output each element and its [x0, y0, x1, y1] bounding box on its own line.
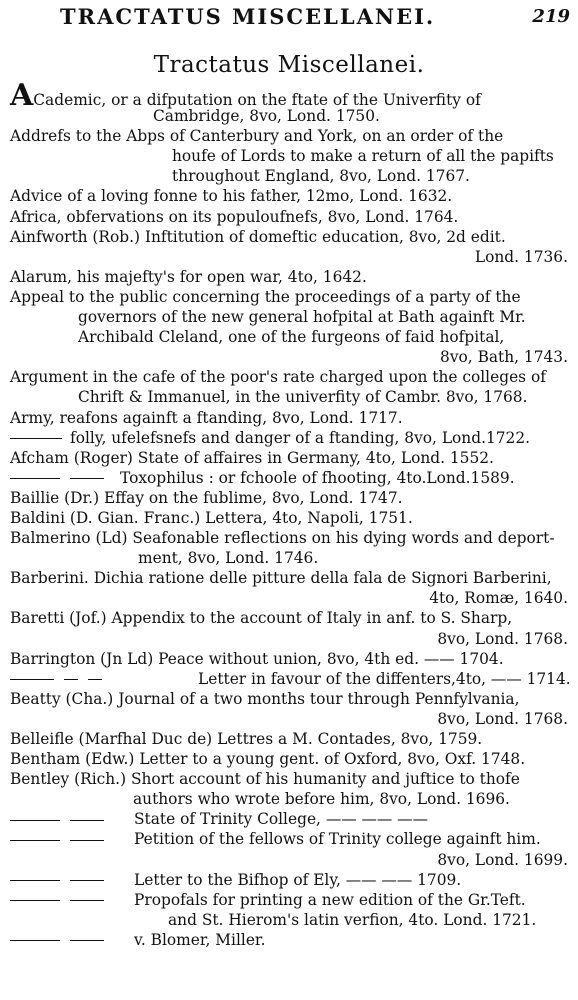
entry-text: throughout England, 8vo, Lond. 1767. — [172, 167, 470, 186]
entry-text: Letter to the Bifhop of Ely, —— —— 1709. — [134, 870, 462, 889]
catalogue-line — [10, 829, 568, 849]
catalogue-line — [10, 347, 568, 367]
entry-text: Advice of a loving fonne to his father, 12mo, Lond. 1632. — [10, 187, 453, 206]
catalogue-line — [10, 287, 568, 307]
entry-text: v. Blomer, Miller. — [134, 930, 266, 949]
entry-text: Africa, obfervations on its populoufnefs, 8vo, Lond. 1764. — [10, 207, 459, 226]
entry-text: Chrift & Immanuel, in the univerfity of Cambr. 8vo, 1768. — [78, 388, 528, 407]
entry-text: and St. Hierom's latin verfion, 4to. Lond. 1721. — [168, 910, 537, 929]
catalogue-line — [10, 769, 568, 789]
catalogue-line — [10, 146, 568, 166]
catalogue-line — [10, 367, 568, 387]
catalogue-line — [10, 809, 568, 829]
ditto-rule — [10, 438, 62, 439]
catalogue-line — [10, 749, 568, 769]
entry-text: Cademic, or a difputation on the ftate of the Univerfity of — [33, 91, 481, 109]
catalogue-line — [10, 408, 568, 428]
catalogue-line — [10, 890, 568, 910]
catalogue-line — [10, 448, 568, 468]
catalogue-line — [10, 307, 568, 327]
catalogue-line — [10, 508, 568, 528]
catalogue-line — [10, 428, 568, 448]
catalogue-line — [10, 126, 568, 146]
ditto-rule — [88, 679, 102, 680]
entry-text: ment, 8vo, Lond. 1746. — [138, 549, 319, 568]
catalogue-line — [10, 247, 568, 267]
drop-cap: A — [10, 78, 34, 113]
entry-text: Appeal to the public concerning the proceedings of a party of the — [10, 287, 521, 306]
entry-text: Addrefs to the Abps of Canterbury and York, on an order of the — [10, 127, 504, 146]
entry-text: Ainfworth (Rob.) Inftitution of domeftic education, 8vo, 2d edit. — [10, 227, 506, 246]
catalogue-line — [10, 870, 568, 890]
entry-text: 8vo, Lond. 1699. — [437, 850, 568, 869]
catalogue-line — [10, 186, 568, 206]
catalogue-line — [10, 227, 568, 247]
catalogue-line — [10, 387, 568, 407]
catalogue-line — [10, 78, 568, 113]
ditto-rule — [10, 820, 60, 821]
catalogue-line — [10, 588, 568, 608]
catalogue-line — [10, 488, 568, 508]
entry-text: Argument in the cafe of the poor's rate charged upon the colleges of — [10, 368, 546, 387]
page-number: 219 — [532, 6, 570, 27]
entry-text: houfe of Lords to make a return of all the papifts — [172, 147, 554, 166]
catalogue-line — [10, 207, 568, 227]
catalogue-line — [10, 709, 568, 729]
catalogue-entries — [10, 78, 571, 950]
ditto-rule — [70, 840, 104, 841]
entry-text: governors of the new general hofpital at Bath againft Mr. — [78, 308, 526, 327]
entry-text: Baillie (Dr.) Effay on the fublime, 8vo, Lond. 1747. — [10, 488, 403, 507]
ditto-rule — [70, 880, 104, 881]
entry-text: State of Trinity College, —— —— —— — [134, 810, 428, 829]
entry-text: Barberini. Dichia ratione delle pitture della fala de Signori Barberini, — [10, 569, 552, 588]
catalogue-line — [10, 850, 568, 870]
ditto-rule — [70, 820, 104, 821]
entry-text: Baldini (D. Gian. Franc.) Lettera, 4to, Napoli, 1751. — [10, 508, 413, 527]
catalogue-line — [10, 689, 568, 709]
catalogue-line — [10, 608, 568, 628]
catalogue-line — [10, 267, 568, 287]
catalogue-line — [10, 930, 568, 950]
entry-text: 8vo, Lond. 1768. — [437, 709, 568, 728]
catalogue-line — [10, 729, 568, 749]
entry-text: Bentley (Rich.) Short account of his humanity and juftice to thofe — [10, 770, 520, 789]
ditto-rule — [10, 880, 60, 881]
entry-text: Alarum, his majefty's for open war, 4to, 1642. — [10, 267, 367, 286]
entry-text: 8vo, Bath, 1743. — [440, 348, 568, 367]
entry-text: Afcham (Roger) State of affaires in Germany, 4to, Lond. 1552. — [10, 448, 494, 467]
catalogue-line — [10, 468, 568, 488]
section-title: Tractatus Miscellanei. — [153, 52, 425, 78]
catalogue-line — [10, 669, 571, 689]
ditto-rule — [10, 679, 54, 680]
entry-text: Baretti (Jof.) Appendix to the account of Italy in anf. to S. Sharp, — [10, 609, 513, 628]
catalogue-line — [10, 166, 568, 186]
ditto-rule — [10, 478, 60, 479]
entry-text: Letter in favour of the diffenters,4to, —— 1714. — [198, 669, 571, 688]
entry-text: Balmerino (Ld) Seafonable reflections on his dying words and deport- — [10, 529, 555, 548]
entry-text: Bentham (Edw.) Letter to a young gent. of Oxford, 8vo, Oxf. 1748. — [10, 750, 526, 769]
ditto-rule — [10, 900, 60, 901]
catalogue-line — [10, 548, 568, 568]
catalogue-line — [10, 649, 568, 669]
entry-text: Army, reafons againft a ftanding, 8vo, Lond. 1717. — [10, 408, 403, 427]
catalogue-line — [10, 629, 568, 649]
entry-text: authors who wrote before him, 8vo, Lond. 1696. — [133, 790, 510, 809]
running-head-title: TRACTATUS MISCELLANEI. — [60, 4, 436, 29]
entry-text: 4to, Romæ, 1640. — [429, 589, 568, 608]
entry-text: Petition of the fellows of Trinity college againft him. — [134, 830, 541, 849]
ditto-rule — [70, 940, 104, 941]
ditto-rule — [10, 940, 60, 941]
entry-text: Cambridge, 8vo, Lond. 1750. — [153, 107, 380, 126]
ditto-rule — [64, 679, 78, 680]
catalogue-line — [10, 568, 568, 588]
entry-text: Archibald Cleland, one of the furgeons of faid hofpital, — [78, 328, 505, 347]
catalogue-line — [10, 327, 568, 347]
entry-text: 8vo, Lond. 1768. — [437, 629, 568, 648]
ditto-rule — [70, 478, 104, 479]
entry-text: Barrington (Jn Ld) Peace without union, 8vo, 4th ed. —— 1704. — [10, 649, 504, 668]
entry-text: Beatty (Cha.) Journal of a two months tour through Pennfylvania, — [10, 689, 520, 708]
entry-text: Lond. 1736. — [474, 247, 568, 266]
entry-text: folly, ufelefsnefs and danger of a ftanding, 8vo, Lond.1722. — [70, 428, 531, 447]
entry-text: Toxophilus : or fchoole of fhooting, 4to.Lond.1589. — [120, 468, 515, 487]
running-head — [0, 4, 578, 34]
entry-text: Propofals for printing a new edition of the Gr.Teft. — [134, 890, 526, 909]
catalogue-line — [10, 106, 568, 126]
ditto-rule — [70, 900, 104, 901]
entry-text: Belleifle (Marfhal Duc de) Lettres a M. Contades, 8vo, 1759. — [10, 730, 483, 748]
catalogue-line — [10, 789, 568, 809]
catalogue-line — [10, 528, 568, 548]
ditto-rule — [10, 840, 60, 841]
catalogue-line — [10, 910, 568, 930]
